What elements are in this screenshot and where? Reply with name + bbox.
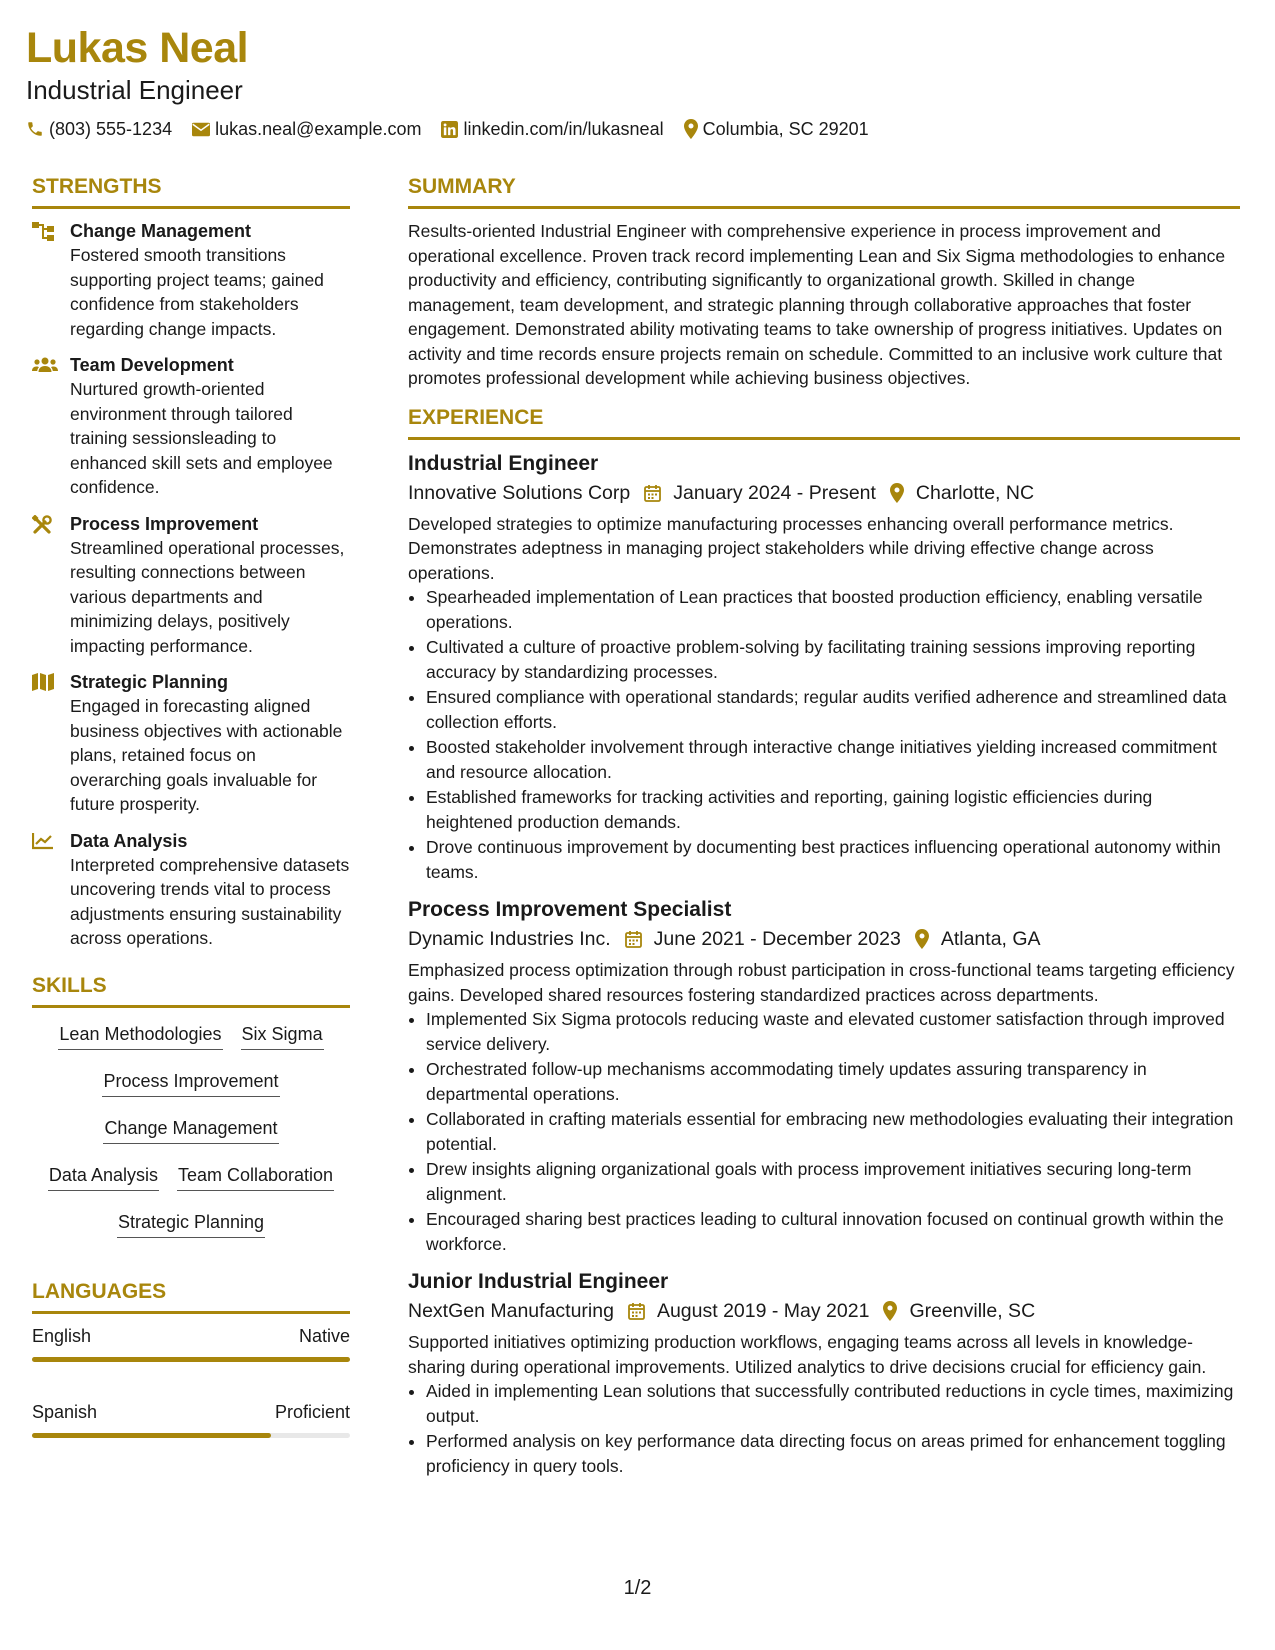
- job-bullet: • Collaborated in crafting materials essential for embracing new methodologies evaluating their integration potential.: [426, 1107, 1240, 1156]
- contact-bar: [26, 118, 1245, 140]
- language-name: Spanish: [32, 1401, 98, 1422]
- job-meta: [408, 924, 1240, 954]
- contact-phone[interactable]: [26, 118, 172, 140]
- linkedin-text: linkedin.com/in/lukasneal: [463, 119, 664, 139]
- job-dates: June 2021 - December 2023: [653, 928, 901, 950]
- job-dates: August 2019 - May 2021: [656, 1300, 870, 1322]
- job-bullet: • Boosted stakeholder involvement through interactive change initiatives yielding increased commitment and resource allocation.: [426, 735, 1240, 784]
- job-bullet: • Spearheaded implementation of Lean practices that boosted production efficiency, enabling versatile operations.: [426, 585, 1240, 634]
- job-bullet: • Ensured compliance with operational standards; regular audits verified adherence and streamlined data collection efforts.: [426, 685, 1240, 734]
- strength-name: Data Analysis: [70, 830, 188, 851]
- chart-line-icon: [32, 832, 54, 850]
- contact-email[interactable]: [192, 118, 421, 140]
- language-bar-fill: [32, 1433, 271, 1438]
- page-number: 1/2: [623, 1577, 652, 1599]
- resume-header: [26, 22, 1245, 140]
- strength-item: [32, 512, 350, 659]
- skill-tag: Change Management: [103, 1116, 278, 1144]
- strength-desc: Fostered smooth transitions supporting project teams; gained confidence from stakeholders regarding change impacts.: [70, 245, 324, 339]
- job-bullet: • Implemented Six Sigma protocols reducing waste and elevated customer satisfaction through improved service delivery.: [426, 1007, 1240, 1056]
- job-company: Innovative Solutions Corp: [408, 481, 631, 504]
- location-pin-icon: [684, 119, 698, 139]
- job-title: Process Improvement Specialist: [408, 898, 732, 921]
- experience-heading: EXPERIENCE: [408, 405, 1240, 440]
- envelope-icon: [192, 122, 210, 137]
- job-entry: [408, 450, 1240, 885]
- calendar-icon: [644, 484, 661, 502]
- candidate-title: Industrial Engineer: [26, 75, 243, 105]
- job-company: Dynamic Industries Inc.: [408, 928, 611, 950]
- calendar-icon: [625, 930, 642, 948]
- phone-text: (803) 555-1234: [49, 119, 173, 139]
- job-meta: [408, 478, 1240, 508]
- skill-tag: Data Analysis: [48, 1163, 159, 1191]
- job-entry: [408, 1268, 1240, 1478]
- skill-tag: Team Collaboration: [177, 1163, 334, 1191]
- summary-heading: SUMMARY: [408, 174, 1240, 209]
- language-name: English: [32, 1325, 92, 1346]
- language-bar: [32, 1357, 350, 1362]
- job-bullet: • Drew insights aligning organizational goals with process improvement initiatives securing long-term alignment.: [426, 1157, 1240, 1206]
- phone-icon: [26, 120, 44, 138]
- strength-desc: Streamlined operational processes, resulting connections between various departments and minimizing delays, positively impacting performance.: [70, 537, 345, 656]
- skill-tag: Strategic Planning: [117, 1210, 265, 1238]
- strength-item: [32, 219, 350, 341]
- strength-name: Change Management: [70, 221, 252, 241]
- job-location: Charlotte, NC: [915, 481, 1035, 504]
- job-description: Emphasized process optimization through robust participation in cross-functional teams targeting efficiency gains. Developed shared resources fostering standardized practices across departments.: [408, 960, 1235, 1005]
- job-dates: January 2024 - Present: [673, 481, 876, 504]
- contact-location: [684, 118, 869, 140]
- candidate-name: Lukas Neal: [26, 24, 249, 72]
- strengths-heading: STRENGTHS: [32, 174, 350, 209]
- job-entry: [408, 896, 1240, 1256]
- job-title: Junior Industrial Engineer: [408, 1270, 669, 1293]
- strength-item: [32, 829, 350, 951]
- language-level: Native: [298, 1325, 350, 1346]
- job-bullet: • Performed analysis on key performance data directing focus on areas primed for enhancement toggling proficiency in query tools.: [426, 1429, 1240, 1478]
- strength-desc: Nurtured growth-oriented environment through tailored training sessionsleading to enhanced skill sets and employee confidence.: [70, 379, 333, 497]
- job-meta: [408, 1296, 1240, 1326]
- strength-name: Process Improvement: [70, 513, 259, 534]
- job-bullet: • Encouraged sharing best practices leading to cultural innovation focused on continual growth within the workforce.: [426, 1207, 1240, 1256]
- strength-item: [32, 670, 350, 817]
- job-company: NextGen Manufacturing: [408, 1300, 614, 1322]
- job-bullet: • Drove continuous improvement by documenting best practices influencing operational autonomy within teams.: [426, 835, 1240, 884]
- sitemap-icon: [32, 222, 56, 242]
- strength-item: [32, 353, 350, 500]
- tools-icon: [32, 515, 52, 535]
- strength-desc: Interpreted comprehensive datasets uncovering trends vital to process adjustments ensuring sustainability across operations.: [70, 854, 350, 948]
- calendar-icon: [628, 1302, 645, 1320]
- strength-name: Team Development: [70, 355, 234, 375]
- users-icon: [32, 356, 58, 374]
- language-bar: [32, 1433, 350, 1438]
- location-text: Columbia, SC 29201: [702, 119, 869, 139]
- job-location: Greenville, SC: [909, 1300, 1036, 1322]
- language-item: [32, 1400, 350, 1438]
- language-level: Proficient: [274, 1401, 350, 1422]
- map-icon: [32, 673, 54, 691]
- strength-name: Strategic Planning: [70, 672, 229, 692]
- email-text: lukas.neal@example.com: [215, 119, 422, 139]
- experience-list: [408, 450, 1240, 1479]
- skill-tag: Lean Methodologies: [58, 1022, 222, 1050]
- right-column: [408, 174, 1240, 1490]
- job-description: Supported initiatives optimizing production workflows, engaging teams across all levels in knowledge-sharing during operational improvements. Utilized analytics to drive decisions crucial for efficiency gain.: [408, 1332, 1207, 1377]
- job-bullet: • Orchestrated follow-up mechanisms accommodating timely updates assuring transparency in departmental operations.: [426, 1057, 1240, 1106]
- summary-text: Results-oriented Industrial Engineer with comprehensive experience in process improvement and operational excellence. Proven track record implementing Lean and Six Sigma methodologies to enhance productivity and efficiency, contributing significantly to organizational growth. Skilled in change management, team development, and strategic planning through collaborative approaches that foster engagement. Demonstrated ability motivating teams to take ownership of progress initiatives. Updates on activity and time records ensure projects remain on schedule. Committed to an inclusive work culture that promotes professional development while achieving business objectives.: [408, 221, 1226, 388]
- skill-tag: Six Sigma: [241, 1022, 324, 1050]
- location-pin-icon: [883, 1301, 897, 1321]
- job-location: Atlanta, GA: [940, 928, 1041, 950]
- location-pin-icon: [890, 483, 904, 503]
- job-bullet: • Aided in implementing Lean solutions that successfully contributed reductions in cycle times, maximizing output.: [426, 1379, 1240, 1428]
- left-column: [32, 174, 350, 1456]
- language-bar-fill: [32, 1357, 350, 1362]
- job-bullet: • Established frameworks for tracking activities and reporting, gaining logistic efficiencies during heightened production demands.: [426, 785, 1240, 834]
- job-bullets: [408, 585, 1240, 884]
- strength-desc: Engaged in forecasting aligned business objectives with actionable plans, retained focus on overarching goals invaluable for future prosperity.: [70, 696, 343, 814]
- job-description: Developed strategies to optimize manufacturing processes enhancing overall performance metrics. Demonstrates adeptness in managing project stakeholders while driving effective change across operations.: [408, 513, 1174, 583]
- location-pin-icon: [915, 929, 929, 949]
- job-title: Industrial Engineer: [408, 451, 599, 475]
- job-bullets: [408, 1379, 1240, 1478]
- job-bullet: • Cultivated a culture of proactive problem-solving by facilitating training sessions improving reporting accuracy by standardizing processes.: [426, 635, 1240, 684]
- job-bullets: [408, 1007, 1240, 1256]
- skills-list: [32, 1018, 350, 1257]
- language-item: [32, 1324, 350, 1362]
- skill-tag: Process Improvement: [102, 1069, 279, 1097]
- linkedin-icon: [441, 121, 458, 138]
- skills-heading: SKILLS: [32, 973, 350, 1008]
- languages-heading: LANGUAGES: [32, 1279, 350, 1314]
- contact-linkedin[interactable]: [441, 118, 663, 140]
